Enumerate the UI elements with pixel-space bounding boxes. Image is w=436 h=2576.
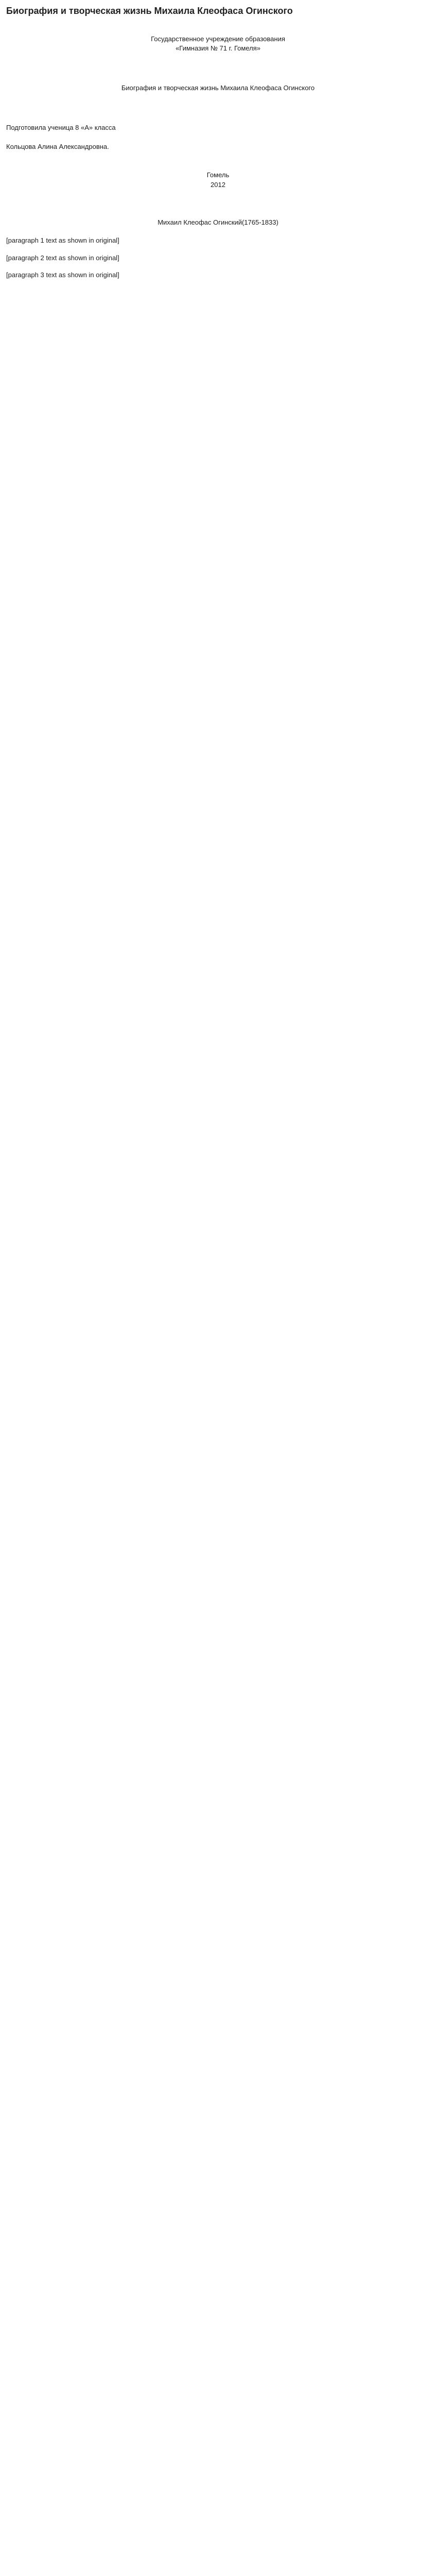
essay-title: Биография и творческая жизнь Михаила Клеофаса Огинского [121, 84, 315, 92]
institution-line-1: Государственное учреждение образования [151, 35, 285, 43]
essay-heading: Михаил Клеофас Огинский(1765-1833) [158, 218, 278, 227]
document-page [0, 0, 436, 298]
prepared-by-line: Подготовила ученица 8 «А» класса [6, 124, 116, 132]
page-header-title: Биография и творческая жизнь Михаила Клеофаса Огинского [6, 6, 293, 16]
institution-line-2: «Гимназия № 71 г. Гомеля» [176, 44, 260, 53]
essay-paragraph: [paragraph 1 text as shown in original] [6, 236, 119, 245]
author-name: Кольцова Алина Александровна. [6, 142, 109, 150]
city: Гомель [206, 171, 230, 179]
essay-paragraph: [paragraph 2 text as shown in original] [6, 253, 119, 262]
year: 2012 [211, 180, 225, 189]
city-year-block [6, 171, 430, 190]
institution-block [6, 35, 430, 54]
essay-body [6, 235, 430, 280]
essay-paragraph: [paragraph 3 text as shown in original] [6, 271, 119, 279]
